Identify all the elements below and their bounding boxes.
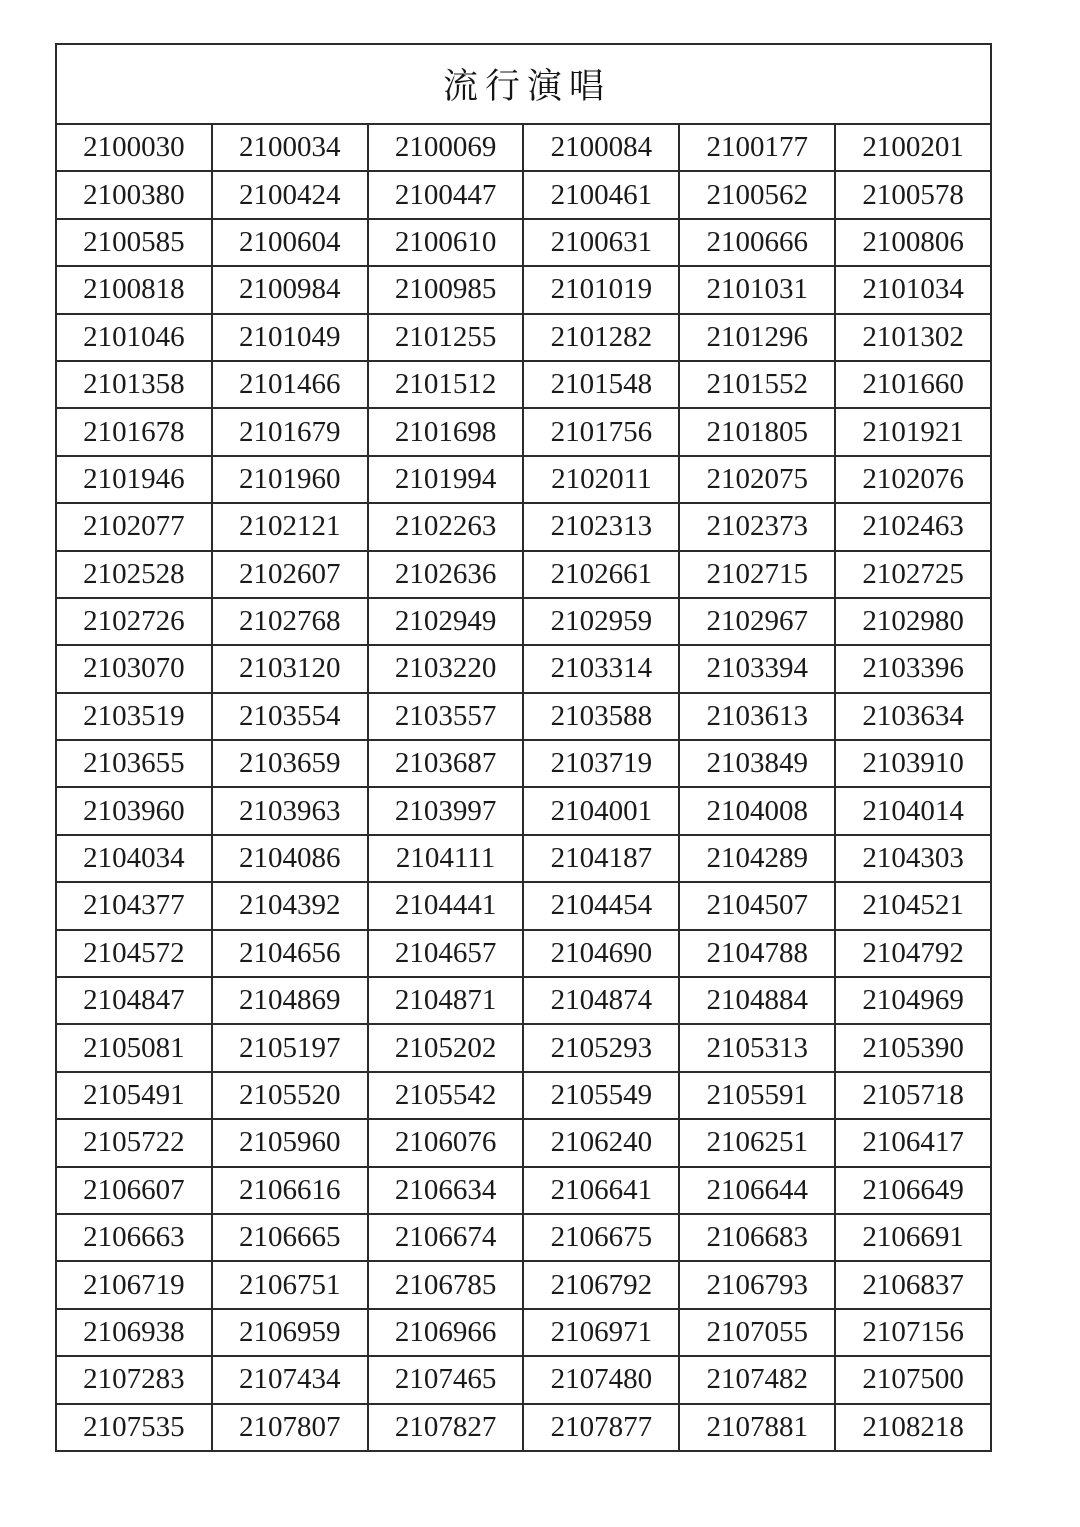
number-cell: 2100578 [835,171,991,218]
number-cell: 2100806 [835,219,991,266]
number-cell: 2105197 [212,1024,368,1071]
candidate-number-table [55,43,992,1452]
number-cell: 2103655 [56,740,212,787]
number-cell: 2100604 [212,219,368,266]
table-row [56,456,991,503]
number-cell: 2106959 [212,1309,368,1356]
number-cell: 2101512 [368,361,524,408]
table-row [56,1404,991,1451]
table-row [56,266,991,313]
number-cell: 2100030 [56,124,212,171]
number-cell: 2104847 [56,977,212,1024]
number-cell: 2102607 [212,551,368,598]
table-row [56,1072,991,1119]
number-cell: 2100585 [56,219,212,266]
number-cell: 2106691 [835,1214,991,1261]
number-cell: 2104086 [212,835,368,882]
number-cell: 2104572 [56,930,212,977]
table-row [56,361,991,408]
title-row [56,44,991,124]
number-cell: 2106837 [835,1261,991,1308]
table-row [56,551,991,598]
number-cell: 2102011 [523,456,679,503]
number-cell: 2100562 [679,171,835,218]
number-cell: 2101994 [368,456,524,503]
number-cell: 2101466 [212,361,368,408]
number-cell: 2106966 [368,1309,524,1356]
table-row [56,1024,991,1071]
number-cell: 2106751 [212,1261,368,1308]
number-cell: 2103394 [679,645,835,692]
number-cell: 2107535 [56,1404,212,1451]
number-cell: 2100034 [212,124,368,171]
number-cell: 2107055 [679,1309,835,1356]
number-cell: 2105202 [368,1024,524,1071]
number-cell: 2101552 [679,361,835,408]
table-row [56,740,991,787]
number-cell: 2107156 [835,1309,991,1356]
number-cell: 2107283 [56,1356,212,1403]
table-row [56,598,991,645]
number-cell: 2104788 [679,930,835,977]
number-cell: 2104521 [835,882,991,929]
number-cell: 2102980 [835,598,991,645]
number-cell: 2104507 [679,882,835,929]
number-cell: 2106076 [368,1119,524,1166]
number-cell: 2101679 [212,408,368,455]
number-cell: 2100084 [523,124,679,171]
number-cell: 2104111 [368,835,524,882]
number-cell: 2102313 [523,503,679,550]
number-cell: 2101698 [368,408,524,455]
number-cell: 2103557 [368,693,524,740]
number-cell: 2102959 [523,598,679,645]
number-cell: 2106649 [835,1167,991,1214]
number-cell: 2106251 [679,1119,835,1166]
number-cell: 2102715 [679,551,835,598]
number-cell: 2104034 [56,835,212,882]
number-cell: 2105549 [523,1072,679,1119]
number-cell: 2107827 [368,1404,524,1451]
number-cell: 2100666 [679,219,835,266]
number-cell: 2100177 [679,124,835,171]
number-cell: 2101302 [835,314,991,361]
number-cell: 2101019 [523,266,679,313]
number-cell: 2104303 [835,835,991,882]
number-cell: 2104392 [212,882,368,929]
number-cell: 2106938 [56,1309,212,1356]
number-cell: 2102528 [56,551,212,598]
number-cell: 2107881 [679,1404,835,1451]
table-row [56,1167,991,1214]
number-cell: 2107877 [523,1404,679,1451]
number-cell: 2102967 [679,598,835,645]
number-cell: 2102373 [679,503,835,550]
number-cell: 2100610 [368,219,524,266]
number-cell: 2105313 [679,1024,835,1071]
number-cell: 2103613 [679,693,835,740]
number-cell: 2102077 [56,503,212,550]
table-row [56,408,991,455]
table-header [56,44,991,124]
number-cell: 2104657 [368,930,524,977]
table-row [56,1119,991,1166]
number-cell: 2104187 [523,835,679,882]
number-cell: 2104454 [523,882,679,929]
number-cell: 2106793 [679,1261,835,1308]
number-cell: 2101282 [523,314,679,361]
number-cell: 2101678 [56,408,212,455]
number-cell: 2104001 [523,787,679,834]
number-cell: 2105591 [679,1072,835,1119]
number-cell: 2102076 [835,456,991,503]
table-row [56,1214,991,1261]
number-cell: 2100631 [523,219,679,266]
number-cell: 2106417 [835,1119,991,1166]
number-cell: 2105293 [523,1024,679,1071]
table-row [56,171,991,218]
number-cell: 2106719 [56,1261,212,1308]
number-cell: 2101049 [212,314,368,361]
table-title: 流行演唱 [56,44,991,124]
number-cell: 2102121 [212,503,368,550]
number-cell: 2105491 [56,1072,212,1119]
number-cell: 2100818 [56,266,212,313]
table-row [56,835,991,882]
number-cell: 2106641 [523,1167,679,1214]
number-cell: 2102768 [212,598,368,645]
number-cell: 2101031 [679,266,835,313]
number-cell: 2106665 [212,1214,368,1261]
number-cell: 2100984 [212,266,368,313]
number-cell: 2101946 [56,456,212,503]
number-cell: 2104014 [835,787,991,834]
number-cell: 2103659 [212,740,368,787]
table-row [56,693,991,740]
number-cell: 2101358 [56,361,212,408]
number-cell: 2100461 [523,171,679,218]
number-cell: 2107500 [835,1356,991,1403]
number-cell: 2103634 [835,693,991,740]
table-row [56,930,991,977]
number-cell: 2107482 [679,1356,835,1403]
number-cell: 2100985 [368,266,524,313]
number-cell: 2106785 [368,1261,524,1308]
number-cell: 2104690 [523,930,679,977]
number-cell: 2103070 [56,645,212,692]
number-cell: 2106971 [523,1309,679,1356]
number-cell: 2104441 [368,882,524,929]
number-cell: 2101548 [523,361,679,408]
number-cell: 2103554 [212,693,368,740]
number-cell: 2106240 [523,1119,679,1166]
number-cell: 2102661 [523,551,679,598]
number-cell: 2101960 [212,456,368,503]
number-cell: 2100380 [56,171,212,218]
table-row [56,1309,991,1356]
table-row [56,882,991,929]
number-cell: 2105081 [56,1024,212,1071]
number-cell: 2105520 [212,1072,368,1119]
number-cell: 2100069 [368,124,524,171]
number-cell: 2105718 [835,1072,991,1119]
number-cell: 2103960 [56,787,212,834]
number-cell: 2106634 [368,1167,524,1214]
number-cell: 2103314 [523,645,679,692]
number-cell: 2108218 [835,1404,991,1451]
table-row [56,1356,991,1403]
number-cell: 2104377 [56,882,212,929]
number-cell: 2101921 [835,408,991,455]
number-cell: 2105542 [368,1072,524,1119]
number-cell: 2104289 [679,835,835,882]
number-cell: 2103588 [523,693,679,740]
number-cell: 2107480 [523,1356,679,1403]
number-cell: 2106616 [212,1167,368,1214]
number-cell: 2101034 [835,266,991,313]
number-cell: 2102263 [368,503,524,550]
number-cell: 2103963 [212,787,368,834]
number-cell: 2101805 [679,408,835,455]
number-cell: 2102949 [368,598,524,645]
number-cell: 2105960 [212,1119,368,1166]
number-cell: 2106663 [56,1214,212,1261]
number-cell: 2103687 [368,740,524,787]
number-cell: 2100447 [368,171,524,218]
number-cell: 2104871 [368,977,524,1024]
table-row [56,314,991,361]
number-cell: 2102726 [56,598,212,645]
table-row [56,645,991,692]
number-cell: 2104792 [835,930,991,977]
table-row [56,1261,991,1308]
number-cell: 2102725 [835,551,991,598]
number-cell: 2103849 [679,740,835,787]
table-row [56,219,991,266]
number-cell: 2103519 [56,693,212,740]
number-cell: 2106792 [523,1261,679,1308]
number-cell: 2105722 [56,1119,212,1166]
number-cell: 2104884 [679,977,835,1024]
number-cell: 2104008 [679,787,835,834]
number-cell: 2104874 [523,977,679,1024]
table-row [56,124,991,171]
table-row [56,503,991,550]
number-cell: 2101756 [523,408,679,455]
number-cell: 2107434 [212,1356,368,1403]
number-cell: 2103120 [212,645,368,692]
number-cell: 2105390 [835,1024,991,1071]
number-cell: 2102636 [368,551,524,598]
number-cell: 2100201 [835,124,991,171]
number-cell: 2106674 [368,1214,524,1261]
number-cell: 2107465 [368,1356,524,1403]
number-cell: 2100424 [212,171,368,218]
table-body [56,124,991,1451]
number-cell: 2103997 [368,787,524,834]
number-cell: 2104869 [212,977,368,1024]
number-cell: 2101046 [56,314,212,361]
table-row [56,977,991,1024]
number-cell: 2106675 [523,1214,679,1261]
number-cell: 2106683 [679,1214,835,1261]
number-cell: 2102075 [679,456,835,503]
table-row [56,787,991,834]
number-cell: 2106607 [56,1167,212,1214]
number-cell: 2103719 [523,740,679,787]
number-cell: 2103910 [835,740,991,787]
number-cell: 2101660 [835,361,991,408]
number-cell: 2102463 [835,503,991,550]
number-cell: 2103396 [835,645,991,692]
number-cell: 2101296 [679,314,835,361]
number-cell: 2101255 [368,314,524,361]
number-cell: 2107807 [212,1404,368,1451]
number-cell: 2103220 [368,645,524,692]
number-cell: 2104656 [212,930,368,977]
number-cell: 2104969 [835,977,991,1024]
number-cell: 2106644 [679,1167,835,1214]
